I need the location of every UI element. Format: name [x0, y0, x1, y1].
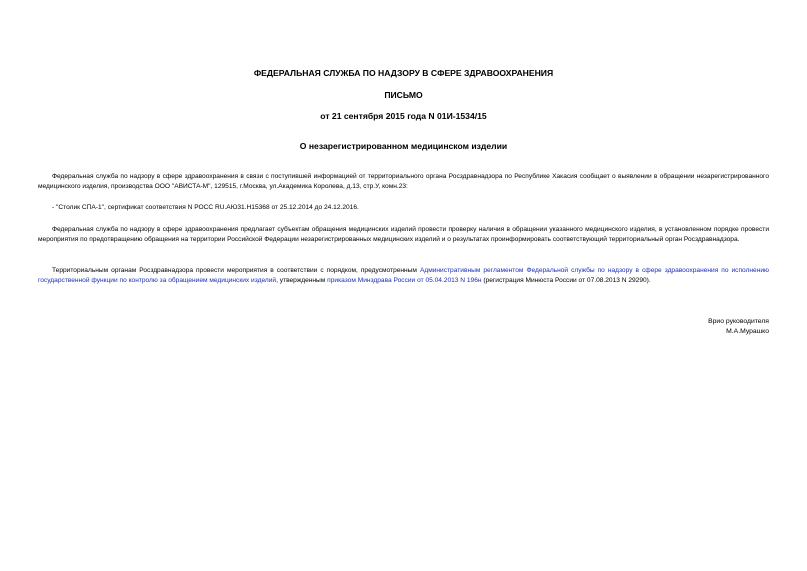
signature-name: М.А.Мурашко [726, 328, 769, 335]
signature-position: Врио руководителя [708, 318, 769, 325]
document-type: ПИСЬМО [384, 90, 423, 100]
instruction-text-middle: , утвержденным [276, 277, 328, 285]
paragraph-product: - "Столик СПА-1", сертификат соответствия N РОСС RU.АЮ31.Н15368 от 25.12.2014 до 24.12.2016. [52, 204, 359, 211]
order-link[interactable]: приказом Минздрава России от 05.04.2013 N 196н [327, 277, 482, 285]
regulation-link[interactable]: Административным регламентом Федеральной службы по надзору в сфере здравоохранения по исполнению государственной функции по контролю за обращением медицинских изделий [38, 267, 769, 285]
document-subject: О незарегистрированном медицинском изделии [299, 141, 508, 151]
paragraph-instruction [38, 266, 769, 286]
paragraph-notice: Федеральная служба по надзору в сфере здравоохранения в связи с поступившей информацией от территориального органа Росздравнадзора по Республике Хакасия сообщает о выявлении в обращении незарегистрированного медицинского изделия, производства ООО "АВИСТА-М", 129515, г.Москва, ул.Академика Королева, д.13, стр.У, комн.23: [38, 173, 769, 191]
document-date: от 21 сентября 2015 года N 01И-1534/15 [320, 111, 487, 121]
paragraph-proposal: Федеральная служба по надзору в сфере здравоохранения предлагает субъектам обращения медицинских изделий провести проверку наличия в обращении указанного медицинского изделия, в установленном порядке провести мероприятия по предотвращению обращения на территории Российской Федерации незарегистрированных медицинских изделий и о результатах проинформировать соответствующий территориальный орган Росздравнадзора. [38, 226, 769, 244]
agency-title: ФЕДЕРАЛЬНАЯ СЛУЖБА ПО НАДЗОРУ В СФЕРЕ ЗДРАВООХРАНЕНИЯ [253, 68, 554, 78]
instruction-text-after: (регистрация Минюста России от 07.08.2013 N 29290). [481, 277, 651, 285]
instruction-text-before: Территориальным органам Росздравнадзора провести мероприятия в соответствии с порядком, предусмотренным [52, 267, 420, 274]
